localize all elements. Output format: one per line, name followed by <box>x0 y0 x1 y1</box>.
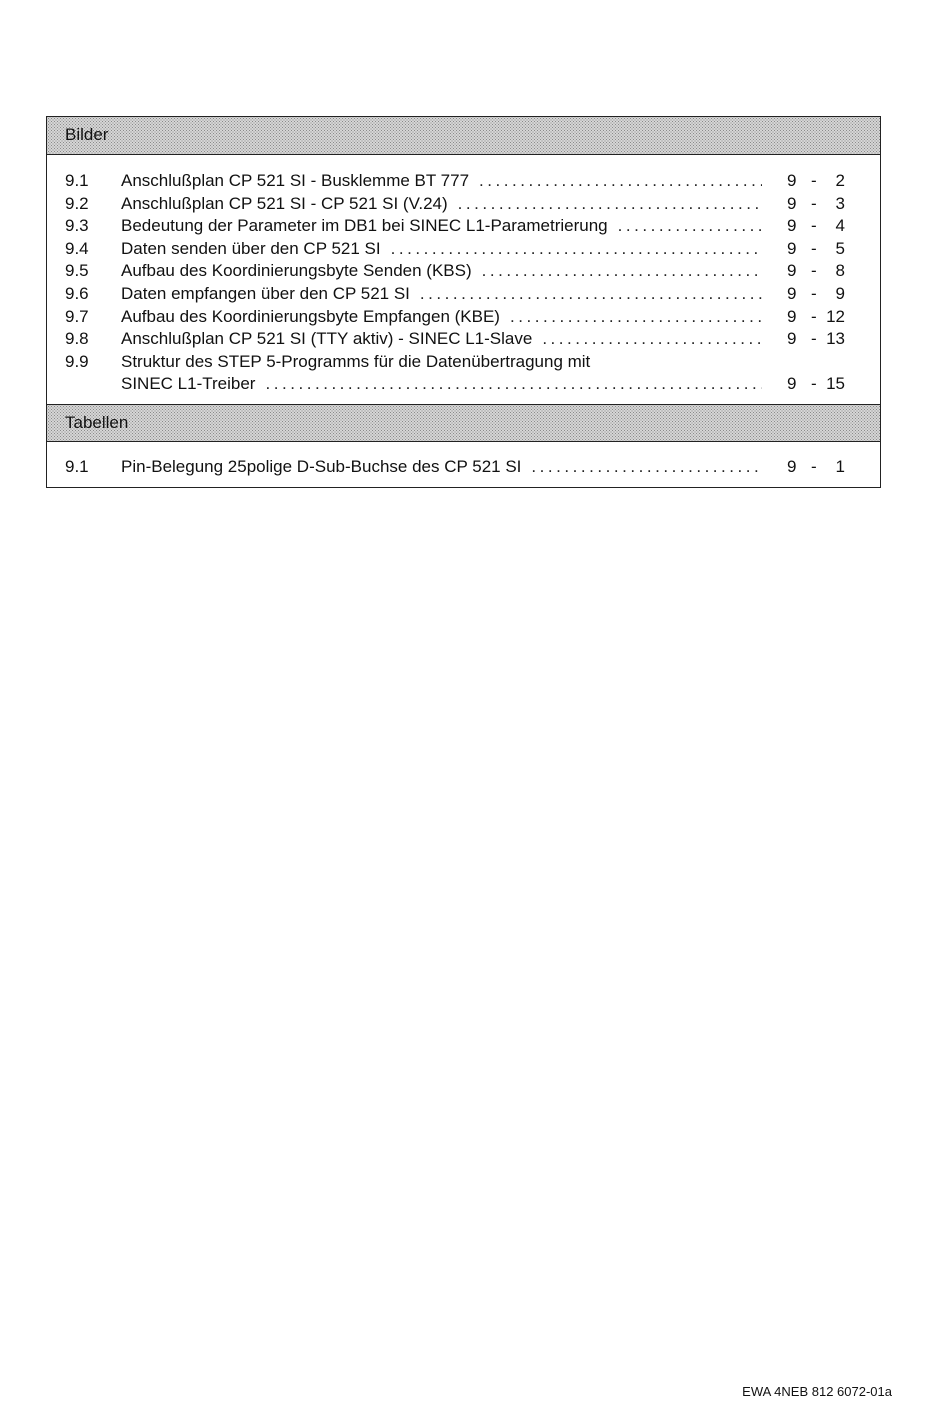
entry-title: Anschlußplan CP 521 SI - CP 521 SI (V.24) <box>121 193 448 213</box>
entry-title-line <box>121 215 762 238</box>
entry-number: 9.6 <box>65 283 89 303</box>
entry-title: Anschlußplan CP 521 SI - Busklemme BT 777 <box>121 171 470 190</box>
entry-title-line <box>121 283 762 306</box>
figure-entry-continuation <box>47 373 880 396</box>
figure-entry <box>47 170 880 193</box>
dot-leader <box>531 456 762 479</box>
dot-leader <box>510 306 762 329</box>
entry-number: 9.5 <box>65 261 89 281</box>
document-code: EWA 4NEB 812 6072-01a <box>742 1384 892 1399</box>
entry-title-line <box>121 193 762 216</box>
table-entry <box>47 456 880 479</box>
page-dash: - <box>811 171 817 190</box>
entry-title: Pin-Belegung 25polige D-Sub-Buchse des CP 521 SI <box>121 457 522 476</box>
page-dash: - <box>811 193 817 213</box>
page-chapter: 9 <box>787 374 797 394</box>
entry-number: 9.9 <box>65 351 89 371</box>
page-dash: - <box>811 374 817 394</box>
page-chapter: 9 <box>787 283 797 303</box>
entry-title-line <box>121 260 762 283</box>
figure-entry <box>47 260 880 283</box>
page-chapter: 9 <box>787 457 797 476</box>
page-number: 12 <box>826 306 845 326</box>
entry-title-line <box>121 456 762 479</box>
page-chapter: 9 <box>787 171 797 190</box>
page-number: 13 <box>826 329 845 349</box>
page-chapter: 9 <box>787 261 797 281</box>
page-number: 4 <box>835 216 845 236</box>
dot-leader <box>420 283 762 306</box>
entry-number: 9.2 <box>65 193 89 213</box>
page-number: 9 <box>835 283 845 303</box>
section-header-tables <box>47 404 880 442</box>
dot-leader <box>479 170 762 193</box>
figure-entry <box>47 328 880 351</box>
entry-number: 9.1 <box>65 171 89 190</box>
entry-number: 9.7 <box>65 306 89 326</box>
figure-entry <box>47 238 880 261</box>
entry-title: Daten senden über den CP 521 SI <box>121 238 381 258</box>
dot-leader <box>542 328 762 351</box>
entry-title: Struktur des STEP 5-Programms für die Datenübertragung mit <box>121 351 591 371</box>
entry-title-line <box>121 351 762 374</box>
figures-list <box>47 170 880 396</box>
page-dash: - <box>811 238 817 258</box>
page-number: 5 <box>835 238 845 258</box>
contents-frame <box>46 116 881 488</box>
section-header-figures <box>47 117 880 155</box>
figure-entry <box>47 351 880 374</box>
tables-list <box>47 456 880 479</box>
entry-title: Anschlußplan CP 521 SI (TTY aktiv) - SINEC L1-Slave <box>121 329 533 349</box>
entry-title-continuation: SINEC L1-Treiber <box>121 374 256 394</box>
page-dash: - <box>811 306 817 326</box>
entry-number: 9.4 <box>65 238 89 258</box>
section-title-tables: Tabellen <box>65 413 129 432</box>
page-chapter: 9 <box>787 193 797 213</box>
page-dash: - <box>811 216 817 236</box>
section-title-figures: Bilder <box>65 125 109 144</box>
entry-title-line <box>121 373 762 396</box>
figure-entry <box>47 283 880 306</box>
page-chapter: 9 <box>787 306 797 326</box>
entry-number: 9.3 <box>65 216 89 236</box>
entry-title: Aufbau des Koordinierungsbyte Empfangen (KBE) <box>121 306 500 326</box>
page-number: 15 <box>826 374 845 394</box>
page-dash: - <box>811 457 817 476</box>
page-number: 2 <box>835 171 845 190</box>
entry-title: Daten empfangen über den CP 521 SI <box>121 283 410 303</box>
dot-leader <box>482 260 762 283</box>
entry-title-line <box>121 328 762 351</box>
page-number: 3 <box>835 193 845 213</box>
entry-title: Bedeutung der Parameter im DB1 bei SINEC L1-Parametrierung <box>121 216 608 236</box>
page-chapter: 9 <box>787 238 797 258</box>
figure-entry <box>47 193 880 216</box>
page-dash: - <box>811 283 817 303</box>
page-chapter: 9 <box>787 329 797 349</box>
figure-entry <box>47 215 880 238</box>
entry-title-line <box>121 306 762 329</box>
entry-number: 9.1 <box>65 457 89 476</box>
figure-entry <box>47 306 880 329</box>
dot-leader <box>458 193 762 216</box>
dot-leader <box>618 215 762 238</box>
page-number: 8 <box>835 261 845 281</box>
page-dash: - <box>811 329 817 349</box>
entry-number: 9.8 <box>65 329 89 349</box>
page-number: 1 <box>835 457 845 476</box>
page-chapter: 9 <box>787 216 797 236</box>
entry-title-line <box>121 238 762 261</box>
entry-title-line <box>121 170 762 193</box>
page-dash: - <box>811 261 817 281</box>
entry-title: Aufbau des Koordinierungsbyte Senden (KBS) <box>121 261 472 281</box>
dot-leader <box>265 373 762 396</box>
dot-leader <box>391 238 762 261</box>
